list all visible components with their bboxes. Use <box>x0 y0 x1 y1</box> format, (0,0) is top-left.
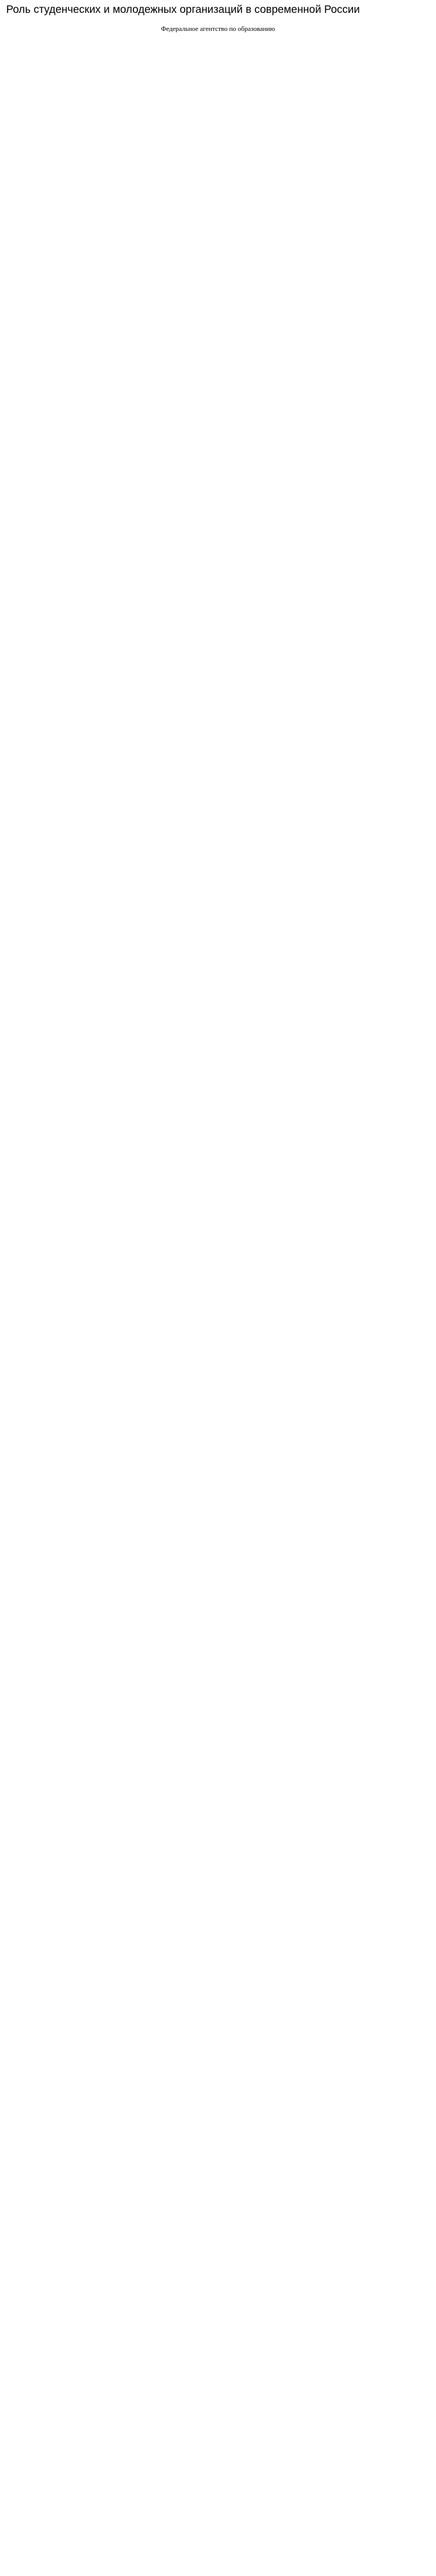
agency-name: Федеральное агентство по образованию <box>161 25 275 32</box>
page-title: Роль студенческих и молодежных организаций в современной России <box>6 4 360 15</box>
unreadable-content <box>6 35 430 97</box>
document-page <box>0 0 436 117</box>
title-page <box>6 23 430 97</box>
